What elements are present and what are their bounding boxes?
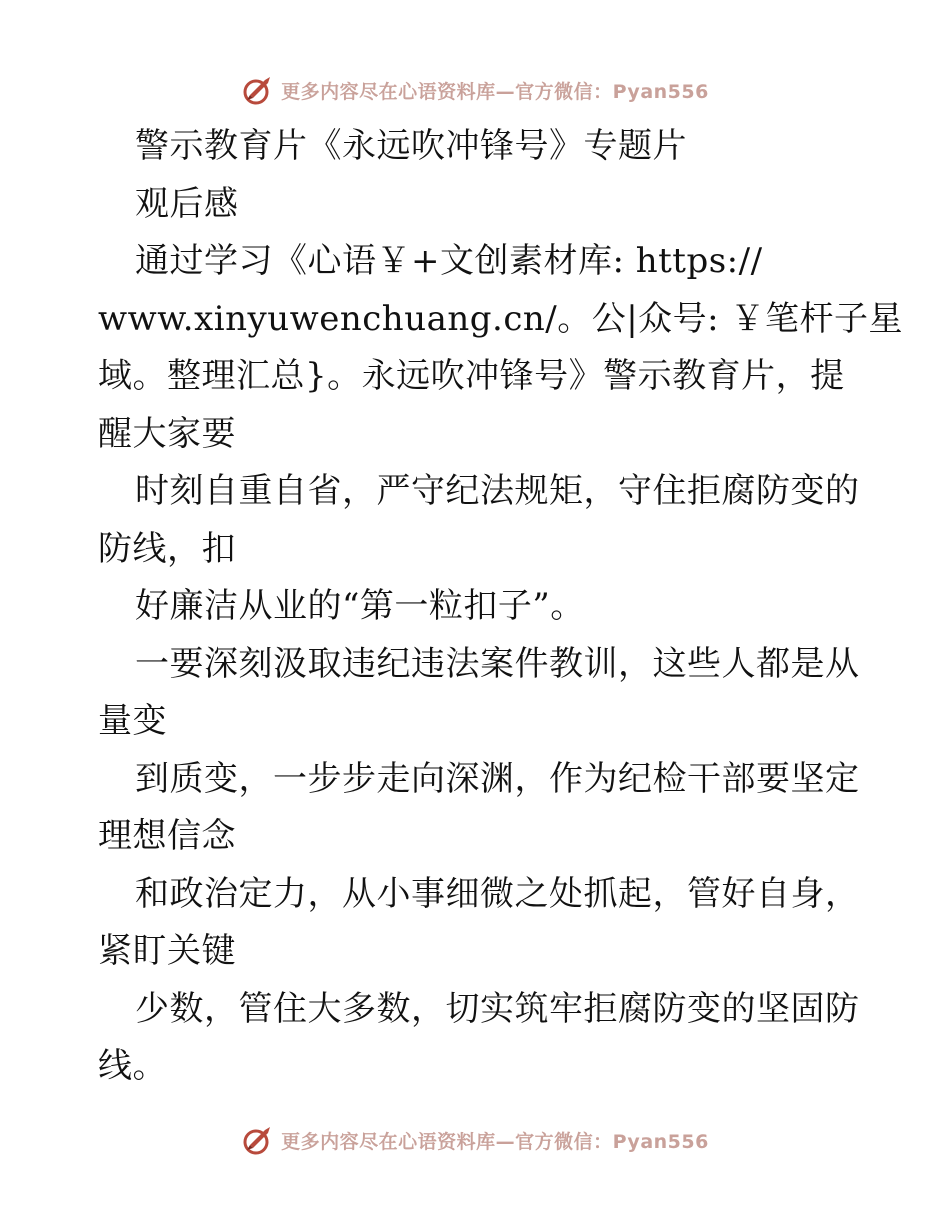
watermark-text: 更多内容尽在心语资料库—官方微信：Pyan556	[281, 1130, 709, 1153]
text-line: 时刻自重自省，严守纪法规矩，守住拒腐防变的	[135, 471, 860, 511]
document-body	[98, 118, 903, 1096]
text-line: 理想信念	[98, 816, 236, 856]
text-line: 观后感	[135, 183, 239, 224]
text-line: 到质变，一步步走向深渊，作为纪检干部要坚定	[135, 758, 860, 799]
text-line: 警示教育片《永远吹冲锋号》专题片	[135, 126, 687, 166]
text-line: 通过学习《心语￥+文创素材库: https://	[135, 241, 763, 281]
text-line: 一要深刻汲取违纪违法案件教训，这些人都是从	[135, 643, 860, 684]
text-line: 好廉洁从业的“第一粒扣子”。	[135, 586, 585, 626]
text-line: 紧盯关键	[98, 931, 236, 971]
text-line: www.xinyuwenchuang.cn/。公|众号: ￥笔杆子星	[98, 298, 903, 339]
text-line: 和政治定力，从小事细微之处抓起，管好自身，	[135, 873, 860, 914]
text-line: 少数，管住大多数，切实筑牢拒腐防变的坚固防	[135, 988, 860, 1029]
footer-watermark-banner	[0, 1120, 950, 1160]
watermark-text: 更多内容尽在心语资料库—官方微信：Pyan556	[281, 80, 709, 103]
text-line: 线。	[98, 1046, 167, 1086]
text-line: 防线，扣	[98, 528, 236, 569]
text-line: 量变	[98, 701, 167, 741]
text-line: 醒大家要	[98, 413, 236, 454]
quill-seal-icon	[241, 1123, 275, 1157]
quill-seal-icon	[241, 73, 275, 107]
text-line: 域。整理汇总}。永远吹冲锋号》警示教育片，提	[98, 356, 845, 396]
header-watermark-banner	[0, 70, 950, 110]
